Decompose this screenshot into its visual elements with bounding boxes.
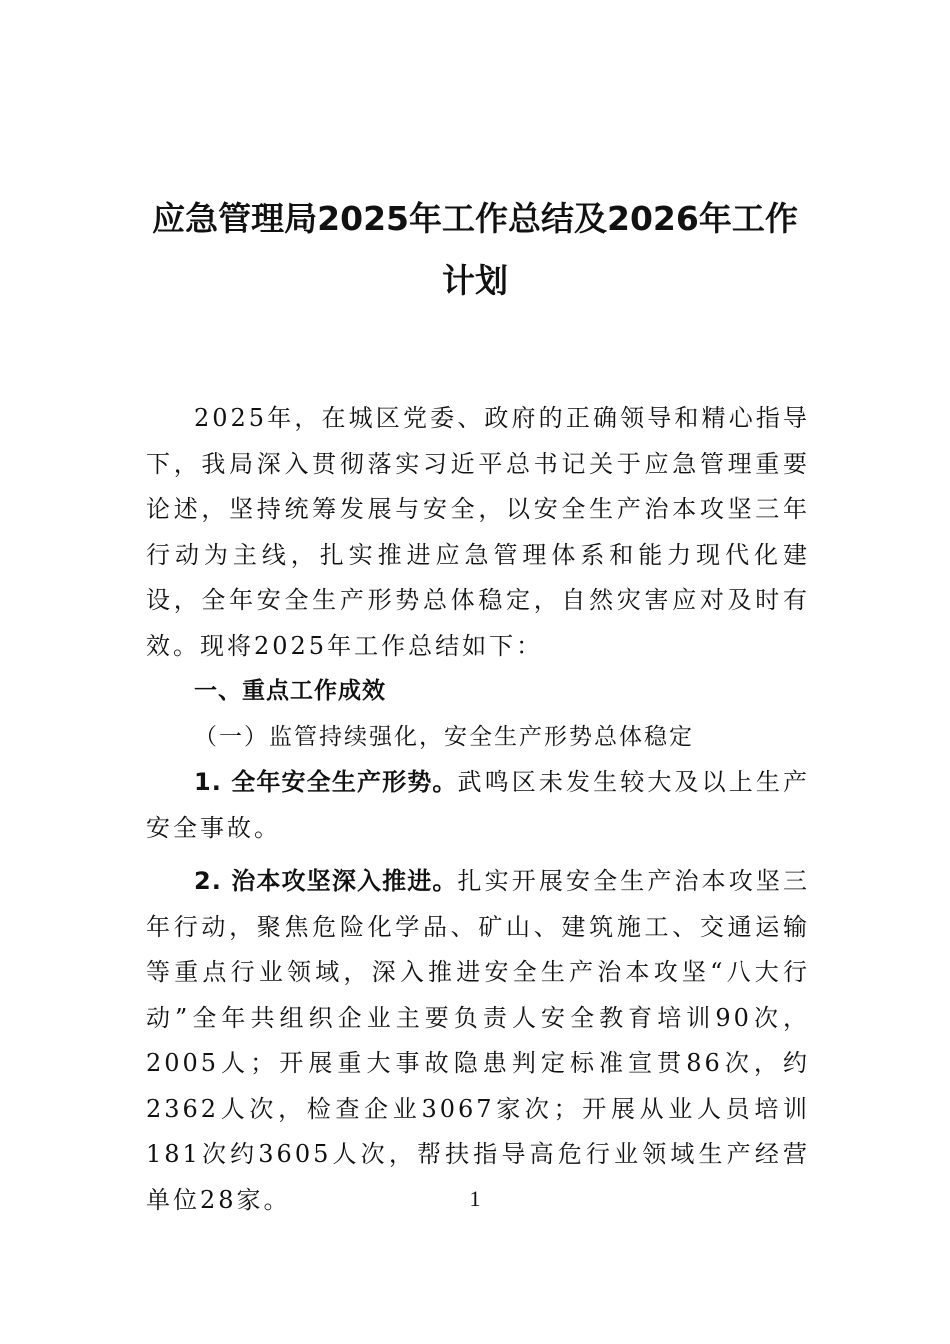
document-body bbox=[146, 396, 810, 1223]
intro-paragraph: 2025年，在城区党委、政府的正确领导和精心指导下，我局深入贯彻落实习近平总书记关于应急管理重要论述，坚持统筹发展与安全，以安全生产治本攻坚三年行动为主线，扎实推进应急管理体系和能力现代化建设，全年安全生产形势总体稳定，自然灾害应对及时有效。现将2025年工作总结如下： bbox=[146, 404, 810, 660]
item-2-lead: 2. 治本攻坚深入推进。 bbox=[194, 867, 458, 895]
title-line-2: 计划 bbox=[442, 261, 508, 300]
subsection-heading-1: （一）监管持续强化，安全生产形势总体稳定 bbox=[194, 723, 694, 750]
document-title bbox=[140, 188, 810, 312]
section-heading-1: 一、重点工作成效 bbox=[194, 678, 386, 704]
item-1-text: 武鸣区未发生较大及以上生产安全事故。 bbox=[146, 768, 811, 842]
paragraph-gap bbox=[146, 851, 810, 859]
title-line-1: 应急管理局2025年工作总结及2026年工作 bbox=[152, 199, 798, 238]
item-2-paragraph bbox=[146, 859, 810, 1223]
item-2-text: 扎实开展安全生产治本攻坚三年行动，聚焦危险化学品、矿山、建筑施工、交通运输等重点行业领域，深入推进安全生产治本攻坚“八大行动”全年共组织企业主要负责人安全教育培训90次，2005人；开展重大事故隐患判定标准宣贯86次，约2362人次，检查企业3067家次；开展从业人员培训181次约3605人次，帮扶指导高危行业领域生产经营单位28家。 bbox=[146, 867, 811, 1214]
page-number: 1 bbox=[469, 1186, 481, 1211]
item-1-lead: 1. 全年安全生产形势。 bbox=[194, 768, 458, 796]
item-1-paragraph bbox=[146, 760, 810, 851]
